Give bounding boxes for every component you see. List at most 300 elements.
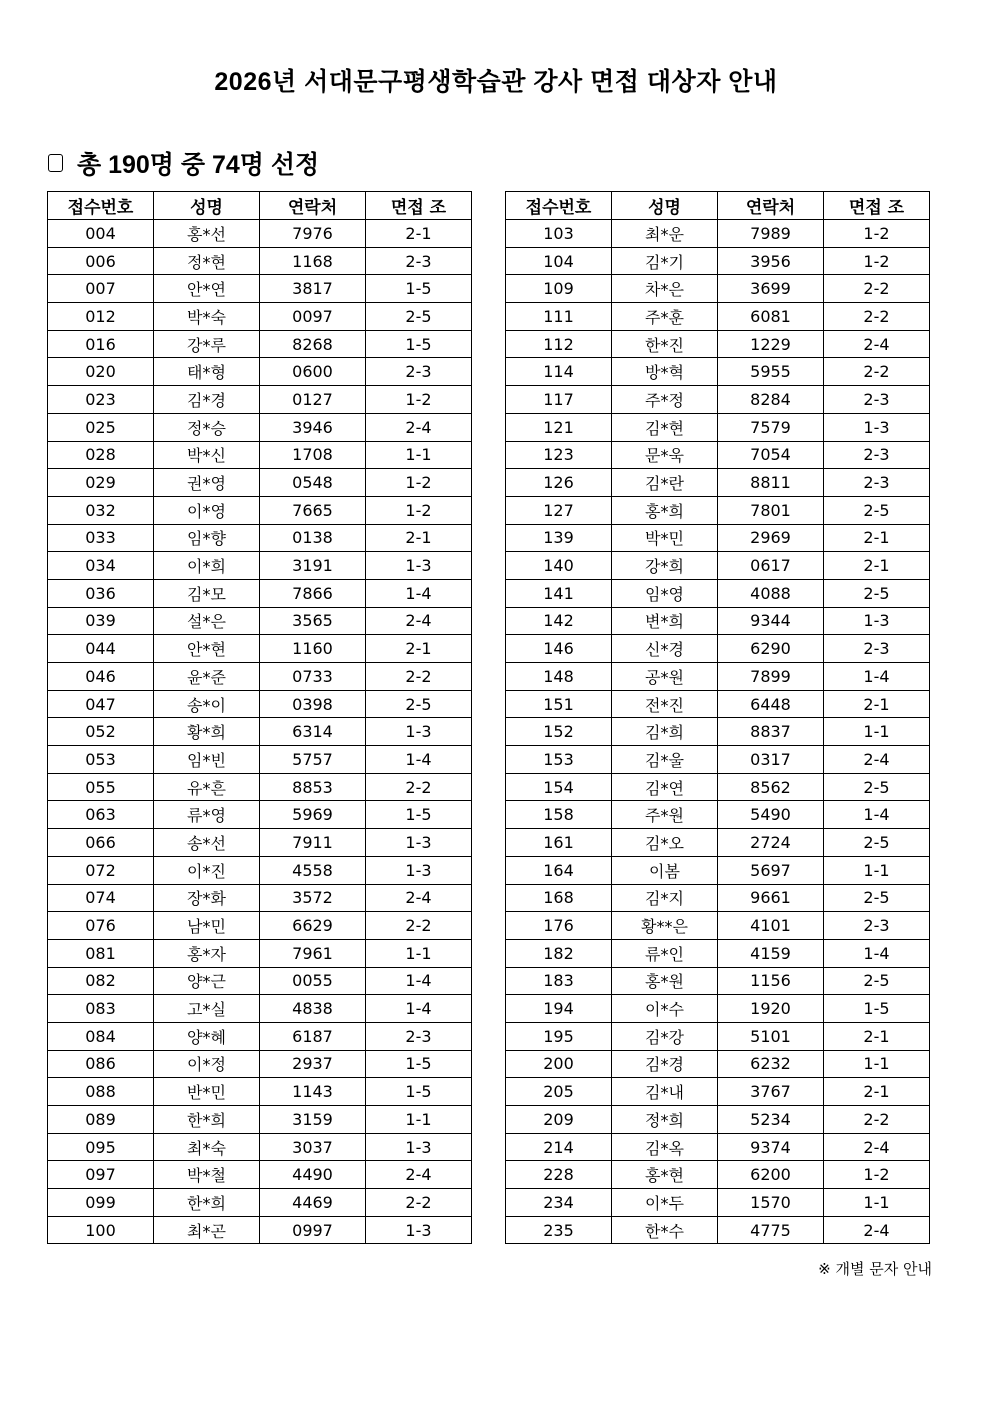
name-cell: 송*이 bbox=[154, 690, 260, 718]
interview-group-cell: 2-3 bbox=[824, 635, 930, 663]
table-row bbox=[48, 967, 472, 995]
interview-group-cell: 2-4 bbox=[366, 1161, 472, 1189]
table-row bbox=[48, 718, 472, 746]
table-row bbox=[506, 856, 930, 884]
contact-cell: 0398 bbox=[260, 690, 366, 718]
contact-cell: 9661 bbox=[718, 884, 824, 912]
name-cell: 이*진 bbox=[154, 856, 260, 884]
name-cell: 박*민 bbox=[612, 524, 718, 552]
application-no-cell: 142 bbox=[506, 607, 612, 635]
application-no-cell: 164 bbox=[506, 856, 612, 884]
contact-cell: 1160 bbox=[260, 635, 366, 663]
table-row bbox=[506, 1078, 930, 1106]
application-no-cell: 066 bbox=[48, 829, 154, 857]
name-cell: 양*근 bbox=[154, 967, 260, 995]
table-row bbox=[506, 995, 930, 1023]
table-row bbox=[48, 607, 472, 635]
contact-cell: 6200 bbox=[718, 1161, 824, 1189]
name-cell: 홍*선 bbox=[154, 220, 260, 248]
contact-cell: 1229 bbox=[718, 330, 824, 358]
contact-cell: 0097 bbox=[260, 303, 366, 331]
name-cell: 임*향 bbox=[154, 524, 260, 552]
table-row bbox=[48, 801, 472, 829]
contact-cell: 6314 bbox=[260, 718, 366, 746]
name-cell: 한*수 bbox=[612, 1216, 718, 1244]
application-no-cell: 023 bbox=[48, 386, 154, 414]
name-cell: 문*욱 bbox=[612, 441, 718, 469]
name-cell: 전*진 bbox=[612, 690, 718, 718]
interview-group-cell: 2-5 bbox=[824, 884, 930, 912]
name-cell: 장*화 bbox=[154, 884, 260, 912]
contact-cell: 0317 bbox=[718, 746, 824, 774]
contact-cell: 1708 bbox=[260, 441, 366, 469]
table-row bbox=[506, 801, 930, 829]
table-row bbox=[48, 358, 472, 386]
table-row bbox=[506, 579, 930, 607]
application-no-cell: 097 bbox=[48, 1161, 154, 1189]
name-cell: 안*연 bbox=[154, 275, 260, 303]
interview-group-cell: 2-4 bbox=[824, 1133, 930, 1161]
contact-cell: 5757 bbox=[260, 746, 366, 774]
column-header-contact: 연락처 bbox=[718, 192, 824, 220]
interview-group-cell: 1-1 bbox=[366, 441, 472, 469]
interview-group-cell: 2-1 bbox=[824, 1022, 930, 1050]
name-cell: 태*형 bbox=[154, 358, 260, 386]
table-row bbox=[506, 496, 930, 524]
name-cell: 권*영 bbox=[154, 469, 260, 497]
interview-group-cell: 2-2 bbox=[366, 912, 472, 940]
interview-group-cell: 2-4 bbox=[824, 746, 930, 774]
contact-cell: 4558 bbox=[260, 856, 366, 884]
name-cell: 이*수 bbox=[612, 995, 718, 1023]
interview-group-cell: 1-3 bbox=[824, 413, 930, 441]
interview-group-cell: 2-4 bbox=[366, 607, 472, 635]
name-cell: 홍*현 bbox=[612, 1161, 718, 1189]
table-row bbox=[48, 524, 472, 552]
table-row bbox=[506, 1189, 930, 1217]
contact-cell: 6290 bbox=[718, 635, 824, 663]
interview-group-cell: 2-3 bbox=[366, 1022, 472, 1050]
interview-group-cell: 2-3 bbox=[366, 247, 472, 275]
application-no-cell: 028 bbox=[48, 441, 154, 469]
contact-cell: 7665 bbox=[260, 496, 366, 524]
interview-group-cell: 2-4 bbox=[366, 884, 472, 912]
application-no-cell: 089 bbox=[48, 1106, 154, 1134]
interview-group-cell: 1-5 bbox=[366, 330, 472, 358]
application-no-cell: 095 bbox=[48, 1133, 154, 1161]
application-no-cell: 235 bbox=[506, 1216, 612, 1244]
name-cell: 김*연 bbox=[612, 773, 718, 801]
name-cell: 최*곤 bbox=[154, 1216, 260, 1244]
application-no-cell: 152 bbox=[506, 718, 612, 746]
application-no-cell: 039 bbox=[48, 607, 154, 635]
application-no-cell: 012 bbox=[48, 303, 154, 331]
application-no-cell: 168 bbox=[506, 884, 612, 912]
table-row bbox=[48, 939, 472, 967]
table-row bbox=[506, 552, 930, 580]
contact-cell: 4101 bbox=[718, 912, 824, 940]
application-no-cell: 052 bbox=[48, 718, 154, 746]
interview-group-cell: 2-3 bbox=[824, 441, 930, 469]
contact-cell: 0548 bbox=[260, 469, 366, 497]
table-row bbox=[48, 220, 472, 248]
application-no-cell: 234 bbox=[506, 1189, 612, 1217]
table-row bbox=[506, 1050, 930, 1078]
contact-cell: 5955 bbox=[718, 358, 824, 386]
interview-group-cell: 2-2 bbox=[366, 663, 472, 691]
name-cell: 김*지 bbox=[612, 884, 718, 912]
name-cell: 홍*희 bbox=[612, 496, 718, 524]
table-row bbox=[48, 1216, 472, 1244]
contact-cell: 0127 bbox=[260, 386, 366, 414]
application-no-cell: 063 bbox=[48, 801, 154, 829]
application-no-cell: 176 bbox=[506, 912, 612, 940]
name-cell: 차*은 bbox=[612, 275, 718, 303]
application-no-cell: 082 bbox=[48, 967, 154, 995]
interview-group-cell: 1-1 bbox=[824, 856, 930, 884]
application-no-cell: 151 bbox=[506, 690, 612, 718]
name-cell: 윤*준 bbox=[154, 663, 260, 691]
application-no-cell: 183 bbox=[506, 967, 612, 995]
application-no-cell: 146 bbox=[506, 635, 612, 663]
application-no-cell: 153 bbox=[506, 746, 612, 774]
contact-cell: 1143 bbox=[260, 1078, 366, 1106]
application-no-cell: 074 bbox=[48, 884, 154, 912]
table-row bbox=[506, 220, 930, 248]
contact-cell: 5234 bbox=[718, 1106, 824, 1134]
application-no-cell: 081 bbox=[48, 939, 154, 967]
application-no-cell: 076 bbox=[48, 912, 154, 940]
application-no-cell: 084 bbox=[48, 1022, 154, 1050]
interview-group-cell: 2-2 bbox=[824, 1106, 930, 1134]
table-row bbox=[48, 635, 472, 663]
table-row bbox=[48, 884, 472, 912]
column-header-interview-group: 면접 조 bbox=[366, 192, 472, 220]
name-cell: 유*흔 bbox=[154, 773, 260, 801]
name-cell: 이*두 bbox=[612, 1189, 718, 1217]
interview-group-cell: 1-5 bbox=[366, 801, 472, 829]
interview-group-cell: 1-4 bbox=[366, 967, 472, 995]
contact-cell: 0997 bbox=[260, 1216, 366, 1244]
interview-group-cell: 1-4 bbox=[366, 579, 472, 607]
interview-group-cell: 2-2 bbox=[366, 1189, 472, 1217]
contact-cell: 3946 bbox=[260, 413, 366, 441]
name-cell: 김*내 bbox=[612, 1078, 718, 1106]
table-row bbox=[48, 690, 472, 718]
application-no-cell: 194 bbox=[506, 995, 612, 1023]
application-no-cell: 104 bbox=[506, 247, 612, 275]
page-title: 2026년 서대문구평생학습관 강사 면접 대상자 안내 bbox=[214, 68, 778, 96]
name-cell: 김*경 bbox=[612, 1050, 718, 1078]
contact-cell: 8562 bbox=[718, 773, 824, 801]
contact-cell: 3159 bbox=[260, 1106, 366, 1134]
contact-cell: 3572 bbox=[260, 884, 366, 912]
interview-group-cell: 2-4 bbox=[366, 413, 472, 441]
contact-cell: 7989 bbox=[718, 220, 824, 248]
application-no-cell: 025 bbox=[48, 413, 154, 441]
interview-group-cell: 1-1 bbox=[824, 1189, 930, 1217]
name-cell: 설*은 bbox=[154, 607, 260, 635]
interview-group-cell: 1-2 bbox=[824, 1161, 930, 1189]
contact-cell: 0617 bbox=[718, 552, 824, 580]
table-row bbox=[506, 939, 930, 967]
name-cell: 송*선 bbox=[154, 829, 260, 857]
table-row bbox=[506, 663, 930, 691]
contact-cell: 7976 bbox=[260, 220, 366, 248]
interview-group-cell: 2-3 bbox=[366, 358, 472, 386]
table-row bbox=[506, 303, 930, 331]
column-header-application-no: 접수번호 bbox=[48, 192, 154, 220]
application-no-cell: 200 bbox=[506, 1050, 612, 1078]
interview-group-cell: 2-5 bbox=[824, 579, 930, 607]
column-header-interview-group: 면접 조 bbox=[824, 192, 930, 220]
table-row bbox=[48, 1161, 472, 1189]
name-cell: 강*루 bbox=[154, 330, 260, 358]
table-row bbox=[48, 469, 472, 497]
contact-cell: 5697 bbox=[718, 856, 824, 884]
column-header-application-no: 접수번호 bbox=[506, 192, 612, 220]
contact-cell: 8853 bbox=[260, 773, 366, 801]
table-row bbox=[48, 330, 472, 358]
table-row bbox=[506, 469, 930, 497]
application-no-cell: 141 bbox=[506, 579, 612, 607]
contact-cell: 7911 bbox=[260, 829, 366, 857]
application-no-cell: 117 bbox=[506, 386, 612, 414]
contact-cell: 2724 bbox=[718, 829, 824, 857]
table-row bbox=[506, 912, 930, 940]
name-cell: 주*정 bbox=[612, 386, 718, 414]
contact-cell: 0733 bbox=[260, 663, 366, 691]
contact-cell: 3956 bbox=[718, 247, 824, 275]
interview-group-cell: 1-5 bbox=[366, 1050, 472, 1078]
interview-group-cell: 2-3 bbox=[824, 469, 930, 497]
checkbox-icon bbox=[48, 154, 63, 172]
name-cell: 황*희 bbox=[154, 718, 260, 746]
application-no-cell: 109 bbox=[506, 275, 612, 303]
table-row bbox=[506, 884, 930, 912]
contact-cell: 4838 bbox=[260, 995, 366, 1023]
table-row bbox=[506, 330, 930, 358]
contact-cell: 7054 bbox=[718, 441, 824, 469]
name-cell: 주*훈 bbox=[612, 303, 718, 331]
table-row bbox=[48, 995, 472, 1023]
table-row bbox=[48, 386, 472, 414]
name-cell: 김*란 bbox=[612, 469, 718, 497]
application-no-cell: 033 bbox=[48, 524, 154, 552]
table-row bbox=[506, 635, 930, 663]
interview-group-cell: 1-4 bbox=[366, 995, 472, 1023]
contact-cell: 8284 bbox=[718, 386, 824, 414]
interview-group-cell: 2-5 bbox=[366, 690, 472, 718]
application-no-cell: 140 bbox=[506, 552, 612, 580]
name-cell: 황**은 bbox=[612, 912, 718, 940]
application-no-cell: 007 bbox=[48, 275, 154, 303]
application-no-cell: 127 bbox=[506, 496, 612, 524]
interview-group-cell: 2-1 bbox=[366, 524, 472, 552]
interview-group-cell: 1-3 bbox=[824, 607, 930, 635]
name-cell: 이*영 bbox=[154, 496, 260, 524]
name-cell: 양*혜 bbox=[154, 1022, 260, 1050]
name-cell: 최*운 bbox=[612, 220, 718, 248]
contact-cell: 6629 bbox=[260, 912, 366, 940]
name-cell: 공*원 bbox=[612, 663, 718, 691]
application-no-cell: 029 bbox=[48, 469, 154, 497]
interview-group-cell: 2-5 bbox=[824, 967, 930, 995]
name-cell: 남*민 bbox=[154, 912, 260, 940]
interview-group-cell: 1-4 bbox=[824, 801, 930, 829]
contact-cell: 4490 bbox=[260, 1161, 366, 1189]
table-header-row bbox=[506, 192, 930, 220]
application-no-cell: 055 bbox=[48, 773, 154, 801]
name-cell: 안*현 bbox=[154, 635, 260, 663]
table-row bbox=[48, 856, 472, 884]
interview-group-cell: 1-4 bbox=[366, 746, 472, 774]
application-no-cell: 195 bbox=[506, 1022, 612, 1050]
interview-group-cell: 1-3 bbox=[366, 552, 472, 580]
name-cell: 고*실 bbox=[154, 995, 260, 1023]
application-no-cell: 111 bbox=[506, 303, 612, 331]
application-no-cell: 020 bbox=[48, 358, 154, 386]
interview-group-cell: 1-1 bbox=[366, 939, 472, 967]
table-row bbox=[506, 247, 930, 275]
table-row bbox=[506, 829, 930, 857]
name-cell: 김*기 bbox=[612, 247, 718, 275]
name-cell: 이*정 bbox=[154, 1050, 260, 1078]
table-row bbox=[48, 663, 472, 691]
application-no-cell: 099 bbox=[48, 1189, 154, 1217]
application-no-cell: 086 bbox=[48, 1050, 154, 1078]
name-cell: 변*희 bbox=[612, 607, 718, 635]
table-row bbox=[506, 386, 930, 414]
interview-group-cell: 2-3 bbox=[824, 386, 930, 414]
name-cell: 한*진 bbox=[612, 330, 718, 358]
name-cell: 정*희 bbox=[612, 1106, 718, 1134]
interview-group-cell: 2-4 bbox=[824, 330, 930, 358]
interview-group-cell: 1-1 bbox=[366, 1106, 472, 1134]
interview-group-cell: 2-3 bbox=[824, 912, 930, 940]
table-row bbox=[48, 912, 472, 940]
contact-cell: 7801 bbox=[718, 496, 824, 524]
interview-group-cell: 1-1 bbox=[824, 1050, 930, 1078]
name-cell: 임*빈 bbox=[154, 746, 260, 774]
contact-cell: 6232 bbox=[718, 1050, 824, 1078]
name-cell: 김*울 bbox=[612, 746, 718, 774]
application-no-cell: 053 bbox=[48, 746, 154, 774]
table-row bbox=[506, 967, 930, 995]
table-row bbox=[48, 746, 472, 774]
application-no-cell: 154 bbox=[506, 773, 612, 801]
contact-cell: 4775 bbox=[718, 1216, 824, 1244]
contact-cell: 0055 bbox=[260, 967, 366, 995]
interview-group-cell: 2-1 bbox=[824, 524, 930, 552]
name-cell: 이*희 bbox=[154, 552, 260, 580]
contact-cell: 7579 bbox=[718, 413, 824, 441]
name-cell: 박*숙 bbox=[154, 303, 260, 331]
interview-group-cell: 2-4 bbox=[824, 1216, 930, 1244]
name-cell: 최*숙 bbox=[154, 1133, 260, 1161]
table-row bbox=[48, 413, 472, 441]
name-cell: 임*영 bbox=[612, 579, 718, 607]
name-cell: 신*경 bbox=[612, 635, 718, 663]
contact-cell: 1920 bbox=[718, 995, 824, 1023]
table-row bbox=[48, 579, 472, 607]
table-row bbox=[48, 247, 472, 275]
roster-table-left bbox=[47, 191, 472, 1244]
table-row bbox=[506, 1133, 930, 1161]
application-no-cell: 100 bbox=[48, 1216, 154, 1244]
name-cell: 반*민 bbox=[154, 1078, 260, 1106]
contact-cell: 0138 bbox=[260, 524, 366, 552]
name-cell: 류*영 bbox=[154, 801, 260, 829]
application-no-cell: 088 bbox=[48, 1078, 154, 1106]
application-no-cell: 016 bbox=[48, 330, 154, 358]
name-cell: 김*강 bbox=[612, 1022, 718, 1050]
application-no-cell: 006 bbox=[48, 247, 154, 275]
interview-group-cell: 1-4 bbox=[824, 663, 930, 691]
table-row bbox=[506, 718, 930, 746]
table-row bbox=[48, 1078, 472, 1106]
contact-cell: 7899 bbox=[718, 663, 824, 691]
name-cell: 정*현 bbox=[154, 247, 260, 275]
name-cell: 류*인 bbox=[612, 939, 718, 967]
application-no-cell: 158 bbox=[506, 801, 612, 829]
table-row bbox=[506, 441, 930, 469]
application-no-cell: 161 bbox=[506, 829, 612, 857]
application-no-cell: 036 bbox=[48, 579, 154, 607]
table-row bbox=[48, 496, 472, 524]
name-cell: 김*옥 bbox=[612, 1133, 718, 1161]
interview-group-cell: 2-2 bbox=[366, 773, 472, 801]
name-cell: 정*승 bbox=[154, 413, 260, 441]
table-row bbox=[48, 275, 472, 303]
table-row bbox=[48, 1133, 472, 1161]
name-cell: 한*희 bbox=[154, 1106, 260, 1134]
contact-cell: 7961 bbox=[260, 939, 366, 967]
column-header-name: 성명 bbox=[154, 192, 260, 220]
name-cell: 김*경 bbox=[154, 386, 260, 414]
contact-cell: 1168 bbox=[260, 247, 366, 275]
table-row bbox=[506, 746, 930, 774]
name-cell: 강*희 bbox=[612, 552, 718, 580]
contact-cell: 8837 bbox=[718, 718, 824, 746]
name-cell: 이봄 bbox=[612, 856, 718, 884]
contact-cell: 6081 bbox=[718, 303, 824, 331]
interview-group-cell: 1-3 bbox=[366, 718, 472, 746]
table-row bbox=[48, 303, 472, 331]
interview-group-cell: 2-1 bbox=[824, 690, 930, 718]
contact-cell: 3817 bbox=[260, 275, 366, 303]
table-row bbox=[48, 1022, 472, 1050]
contact-cell: 3699 bbox=[718, 275, 824, 303]
interview-group-cell: 1-2 bbox=[824, 220, 930, 248]
interview-group-cell: 2-1 bbox=[824, 1078, 930, 1106]
interview-group-cell: 1-3 bbox=[366, 829, 472, 857]
table-row bbox=[506, 275, 930, 303]
application-no-cell: 148 bbox=[506, 663, 612, 691]
contact-cell: 5490 bbox=[718, 801, 824, 829]
table-row bbox=[506, 1161, 930, 1189]
column-header-contact: 연락처 bbox=[260, 192, 366, 220]
application-no-cell: 112 bbox=[506, 330, 612, 358]
interview-group-cell: 1-2 bbox=[366, 496, 472, 524]
contact-cell: 9374 bbox=[718, 1133, 824, 1161]
interview-group-cell: 1-3 bbox=[366, 1133, 472, 1161]
application-no-cell: 114 bbox=[506, 358, 612, 386]
application-no-cell: 032 bbox=[48, 496, 154, 524]
contact-cell: 8811 bbox=[718, 469, 824, 497]
application-no-cell: 034 bbox=[48, 552, 154, 580]
contact-cell: 0600 bbox=[260, 358, 366, 386]
